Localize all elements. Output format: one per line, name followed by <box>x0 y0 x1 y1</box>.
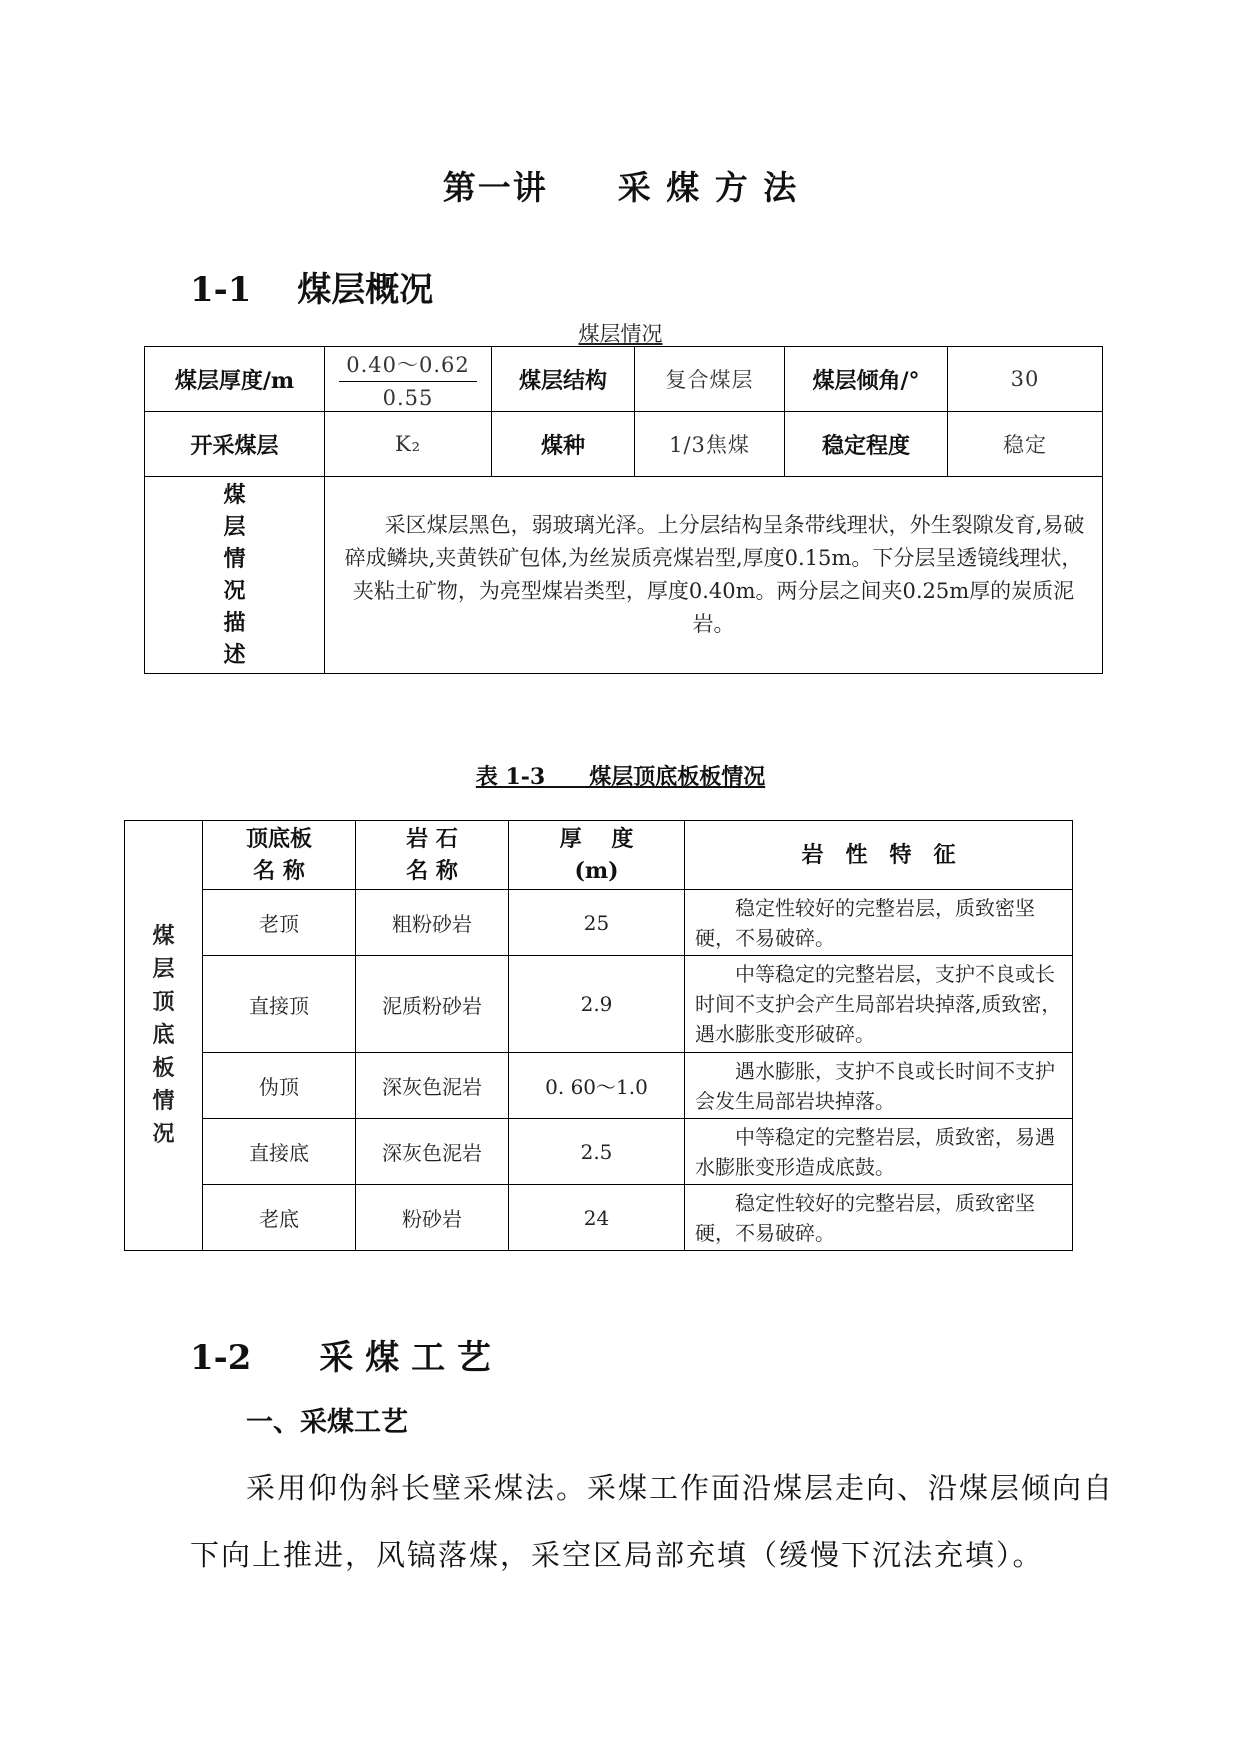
coal-type-value: 1/3焦煤 <box>635 412 785 477</box>
table-row <box>125 956 1073 1053</box>
label-char: 描 <box>223 610 246 636</box>
structure-value: 复合煤层 <box>635 347 785 412</box>
table-row <box>145 347 1103 412</box>
row-feature: 中等稳定的完整岩层，支护不良或长时间不支护会产生局部岩块掉落,质致密，遇水膨胀变形破碎。 <box>685 956 1073 1053</box>
description-label <box>145 477 325 674</box>
thickness-value <box>325 347 492 412</box>
header-line: (m) <box>574 858 619 884</box>
side-label <box>125 821 203 1251</box>
label-char: 煤 <box>152 923 175 949</box>
row-rock: 粉砂岩 <box>356 1185 509 1251</box>
header-name <box>203 821 356 890</box>
label-char: 煤 <box>223 482 246 508</box>
section-heading-1-1: 1-1 煤层概况 <box>190 270 434 310</box>
section-heading-1-2: 1-2 采 煤 工 艺 <box>190 1338 491 1378</box>
vertical-label <box>125 920 202 1151</box>
row-rock: 泥质粉砂岩 <box>356 956 509 1053</box>
row-name: 直接顶 <box>203 956 356 1053</box>
page-title: 第一讲 采 煤 方 法 <box>442 168 799 207</box>
row-name: 伪顶 <box>203 1053 356 1119</box>
subheading-mining-process: 一、采煤工艺 <box>246 1407 408 1438</box>
stability-value: 稳定 <box>948 412 1103 477</box>
coal-type-label: 煤种 <box>492 412 635 477</box>
header-line: 名 称 <box>253 858 305 884</box>
label-char: 层 <box>152 956 175 982</box>
row-feature: 稳定性较好的完整岩层，质致密坚硬，不易破碎。 <box>685 1185 1073 1251</box>
table-header-row <box>125 821 1073 890</box>
label-char: 层 <box>223 514 246 540</box>
mined-seam-value: K₂ <box>325 412 492 477</box>
row-rock: 深灰色泥岩 <box>356 1053 509 1119</box>
header-thickness <box>509 821 685 890</box>
header-rock <box>356 821 509 890</box>
label-char: 况 <box>223 578 246 604</box>
dip-value: 30 <box>948 347 1103 412</box>
thickness-range: 0.40～0.62 <box>339 349 477 382</box>
row-thickness: 2.5 <box>509 1119 685 1185</box>
mined-seam-label: 开采煤层 <box>145 412 325 477</box>
table-row <box>145 412 1103 477</box>
label-char: 板 <box>152 1055 175 1081</box>
stability-label: 稳定程度 <box>785 412 948 477</box>
header-line: 名 称 <box>406 858 458 884</box>
body-paragraph-line: 下向上推进，风镐落煤，采空区局部充填（缓慢下沉法充填）。 <box>190 1538 1044 1572</box>
row-feature: 中等稳定的完整岩层，质致密，易遇水膨胀变形造成底鼓。 <box>685 1119 1073 1185</box>
label-char: 顶 <box>152 989 175 1015</box>
row-feature: 稳定性较好的完整岩层，质致密坚硬，不易破碎。 <box>685 890 1073 956</box>
header-feature: 岩 性 特 征 <box>685 821 1073 890</box>
row-name: 直接底 <box>203 1119 356 1185</box>
coal-seam-table <box>144 346 1103 674</box>
row-thickness: 0. 60～1.0 <box>509 1053 685 1119</box>
table-row <box>125 1053 1073 1119</box>
row-thickness: 2.9 <box>509 956 685 1053</box>
seam-description: 采区煤层黑色，弱玻璃光泽。上分层结构呈条带线理状，外生裂隙发育,易破碎成鳞块,夹黄铁矿包体,为丝炭质亮煤岩型,厚度0.15m。下分层呈透镜线理状，夹粘土矿物，为亮型煤岩类型，厚度0.40m。两分层之间夹0.25m厚的炭质泥岩。 <box>325 477 1103 674</box>
table-row <box>125 1119 1073 1185</box>
thickness-label: 煤层厚度/m <box>145 347 325 412</box>
vertical-label <box>145 479 324 671</box>
row-thickness: 25 <box>509 890 685 956</box>
row-rock: 粗粉砂岩 <box>356 890 509 956</box>
structure-label: 煤层结构 <box>492 347 635 412</box>
row-name: 老顶 <box>203 890 356 956</box>
row-rock: 深灰色泥岩 <box>356 1119 509 1185</box>
label-char: 情 <box>152 1088 175 1114</box>
row-name: 老底 <box>203 1185 356 1251</box>
label-char: 底 <box>152 1022 175 1048</box>
label-char: 述 <box>223 642 246 668</box>
row-thickness: 24 <box>509 1185 685 1251</box>
roof-floor-table <box>124 820 1073 1251</box>
header-line: 厚 度 <box>559 826 634 852</box>
table1-caption: 煤层情况 <box>578 322 663 346</box>
body-paragraph-line: 采用仰伪斜长壁采煤法。采煤工作面沿煤层走向、沿煤层倾向自 <box>246 1471 1115 1505</box>
table-row <box>125 890 1073 956</box>
table-row <box>125 1185 1073 1251</box>
dip-label: 煤层倾角/° <box>785 347 948 412</box>
thickness-average: 0.55 <box>382 385 434 410</box>
table2-caption: 表 1-3 煤层顶底板板情况 <box>475 764 766 790</box>
label-char: 情 <box>223 546 246 572</box>
label-char: 况 <box>152 1121 175 1147</box>
row-feature: 遇水膨胀，支护不良或长时间不支护会发生局部岩块掉落。 <box>685 1053 1073 1119</box>
table-row <box>145 477 1103 674</box>
header-line: 岩 石 <box>406 826 458 852</box>
header-line: 顶底板 <box>245 826 312 852</box>
